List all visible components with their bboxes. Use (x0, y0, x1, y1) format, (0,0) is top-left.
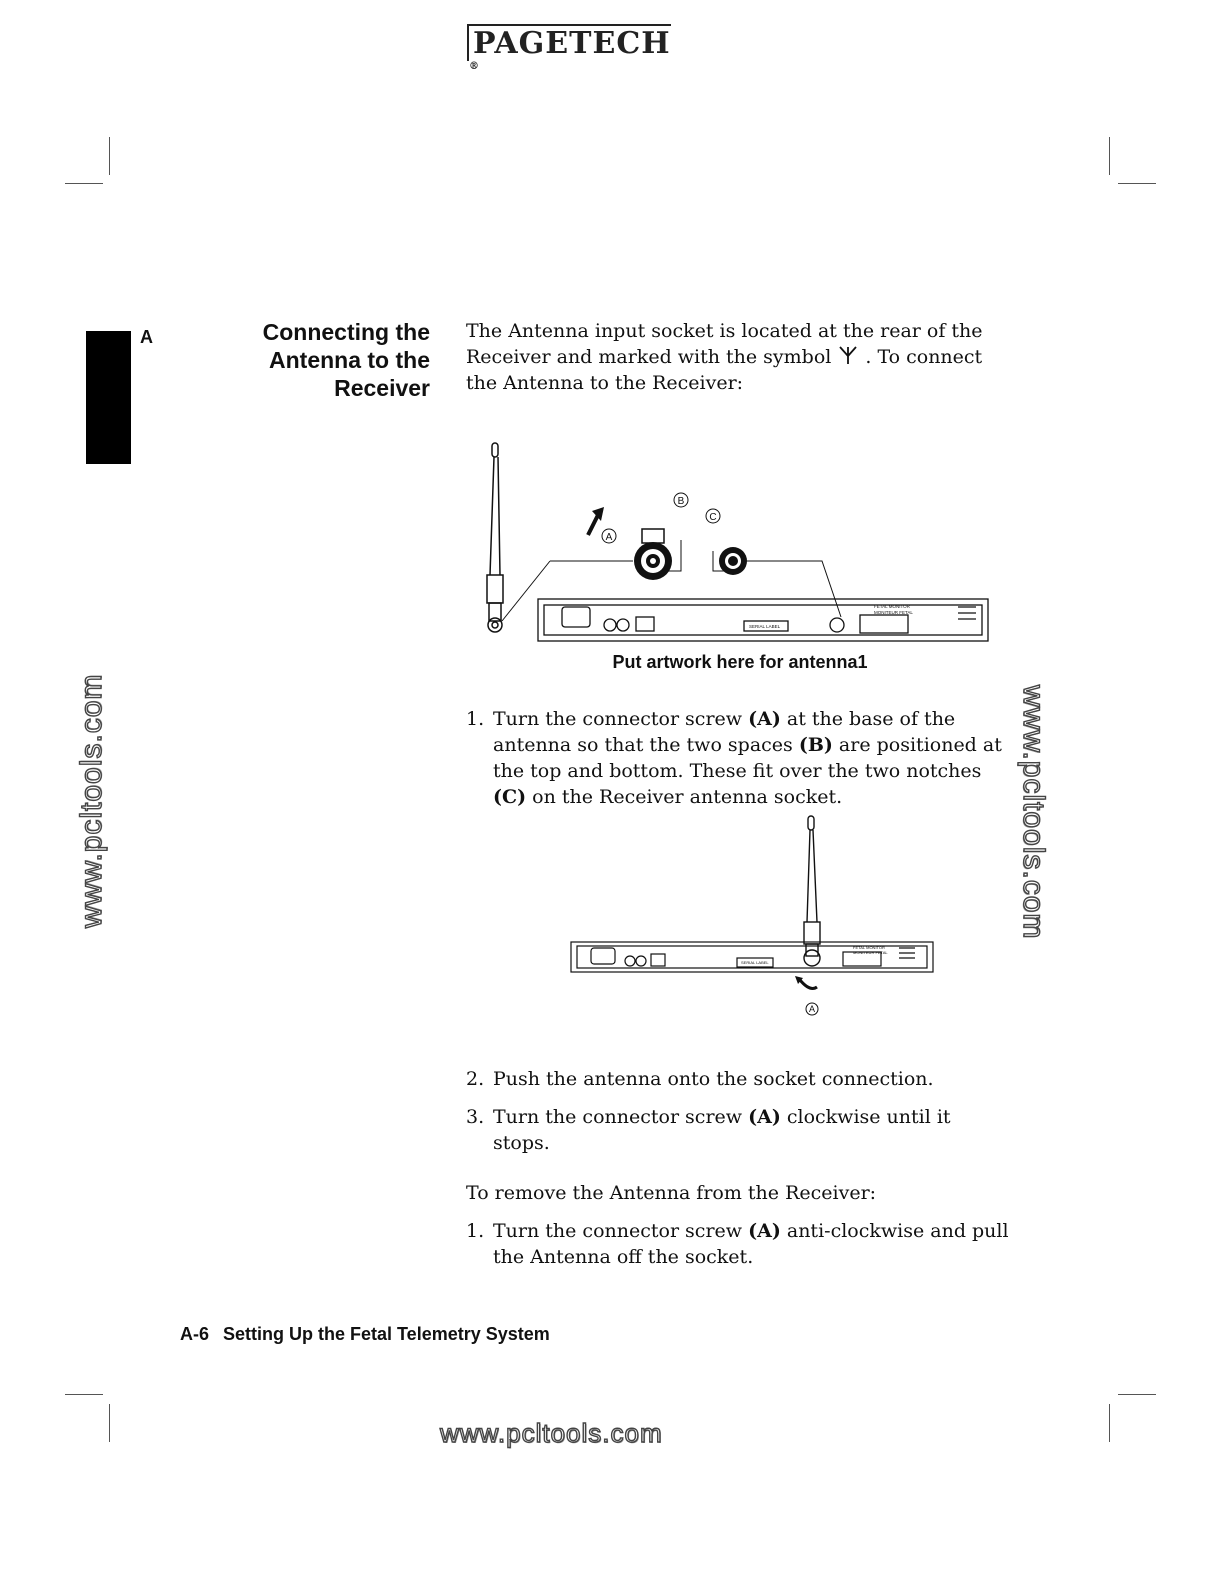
crop-mark-top-right-h (1118, 183, 1156, 184)
page-footer (180, 1324, 550, 1345)
callout-c: C (709, 512, 717, 523)
step-number: 2. (466, 1068, 485, 1090)
intro-text-part1: The Antenna input socket is located at the rear of the Receiver and marked with the symbol (466, 320, 983, 368)
intro-paragraph (466, 318, 996, 396)
step-text: at the base of the antenna so that the two spaces (493, 708, 956, 756)
connect-step-3 (466, 1104, 1011, 1156)
footer-title: Setting Up the Fetal Telemetry System (223, 1324, 550, 1344)
step-text: anti-clockwise and pull the Antenna off the socket. (493, 1220, 1009, 1268)
watermark-left (75, 673, 108, 930)
logo-registered-mark: ® (469, 61, 480, 72)
step-number: 1. (466, 1220, 485, 1242)
callout-ref-b: (B) (798, 734, 833, 756)
crop-mark-top-right-v (1109, 137, 1110, 175)
heading-line-2: Antenna to the (269, 347, 430, 373)
step-text: on the Receiver antenna socket. (526, 786, 843, 808)
antenna-symbol-icon (837, 344, 859, 366)
callout-ref-a: (A) (748, 1106, 781, 1128)
crop-mark-bottom-left-v (109, 1404, 110, 1442)
page-number: A-6 (180, 1324, 210, 1344)
step-number: 1. (466, 708, 485, 730)
section-heading (200, 318, 430, 402)
crop-mark-bottom-right-v (1109, 1404, 1110, 1442)
heading-line-1: Connecting the (262, 319, 430, 345)
callout-ref-a: (A) (748, 1220, 781, 1242)
callout-a: A (605, 532, 613, 543)
heading-line-3: Receiver (334, 375, 430, 401)
receiver-socket-drawing (719, 547, 747, 575)
crop-mark-top-left-h (65, 183, 103, 184)
callout-b: B (677, 496, 685, 507)
antenna-drawing (487, 443, 503, 632)
watermark-bottom: www.pcltools.com (440, 1418, 663, 1448)
step-text: are positioned at the top and bottom. These fit over the two notches (493, 734, 1002, 782)
step-text: Push the antenna onto the socket connection. (493, 1068, 934, 1090)
step-text: clockwise until it stops. (493, 1106, 951, 1154)
rotation-arrow-icon (588, 515, 598, 535)
receiver-rear-panel (538, 599, 988, 641)
figure-antenna-connection (470, 435, 1000, 650)
pagetech-logo (467, 24, 671, 72)
panel2-label-serial: SERIAL LABEL (741, 960, 769, 965)
step-text: Turn the connector screw (493, 1220, 749, 1242)
crop-mark-bottom-right-h (1118, 1394, 1156, 1395)
step-text: Turn the connector screw (493, 1106, 749, 1128)
intro-text-part2: . To connect the Antenna to the Receiver: (466, 346, 983, 394)
panel-label-fetal-monitor: FETAL MONITOR (874, 604, 910, 609)
step-text: Turn the connector screw (493, 708, 749, 730)
step-number: 3. (466, 1106, 485, 1128)
panel-label-serial: SERIAL LABEL (749, 624, 781, 629)
watermark-left-text: www.pcltools.com (75, 673, 108, 928)
logo-text: PAGETECH (467, 24, 671, 61)
panel2-label-moniteur-fetal: MONITEUR FETAL (853, 950, 888, 955)
remove-intro: To remove the Antenna from the Receiver: (466, 1182, 877, 1204)
figure-1-caption: Put artwork here for antenna1 (612, 652, 868, 672)
watermark-right (1017, 685, 1050, 940)
callout-ref-c: (C) (493, 786, 527, 808)
callout-a-fig2: A (808, 1004, 816, 1014)
section-tab-bar (86, 331, 131, 464)
figure-antenna-mounted (565, 812, 940, 1022)
crop-mark-bottom-left-h (65, 1394, 103, 1395)
panel-label-moniteur-fetal: MONITEUR FETAL (874, 610, 913, 615)
connect-step-1 (466, 706, 1011, 810)
antenna-connector-drawing (634, 529, 672, 580)
crop-mark-top-left-v (109, 137, 110, 175)
antenna-upright-drawing (804, 816, 820, 966)
panel2-label-fetal-monitor: FETAL MONITOR (853, 945, 885, 950)
callout-ref-a: (A) (748, 708, 781, 730)
remove-step-1 (466, 1218, 1011, 1270)
rotation-arrow-icon (800, 980, 817, 988)
connect-step-2 (466, 1066, 1011, 1092)
section-tab-letter: A (140, 327, 153, 347)
watermark-right-text: www.pcltools.com (1017, 685, 1050, 940)
